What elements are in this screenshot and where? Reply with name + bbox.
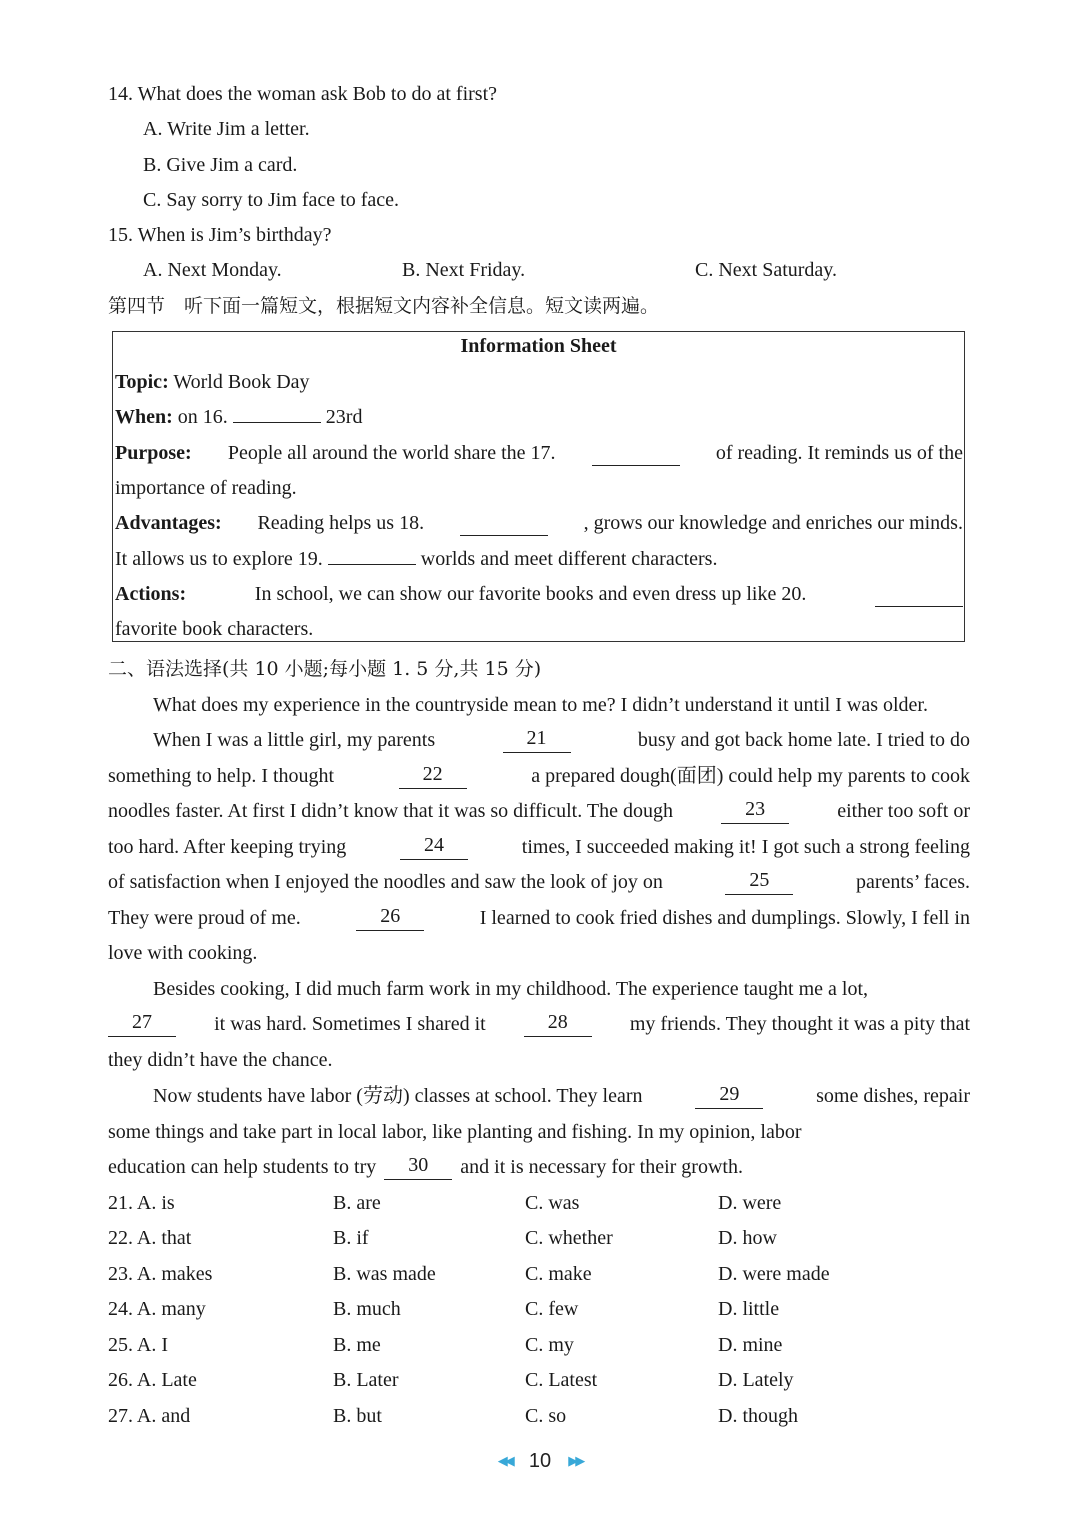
- purpose-text-3: importance of reading.: [115, 477, 297, 499]
- q14-option-c: C. Say sorry to Jim face to face.: [143, 189, 400, 211]
- info-topic-row: Topic: World Book Day: [115, 371, 310, 393]
- passage-p2-line4: [108, 834, 970, 860]
- option-23-c[interactable]: C. make: [525, 1263, 592, 1285]
- passage-line: a prepared dough(面团) could help my parents to cook: [531, 765, 970, 787]
- option-27-b[interactable]: B. but: [333, 1405, 382, 1427]
- information-sheet: [112, 331, 965, 642]
- option-26-a[interactable]: 26. A. Late: [108, 1369, 197, 1391]
- passage-p3-line1: [153, 976, 970, 1002]
- q14-option-a: A. Write Jim a letter.: [143, 118, 310, 140]
- option-23-a[interactable]: 23. A. makes: [108, 1263, 213, 1285]
- option-25-d[interactable]: D. mine: [718, 1334, 783, 1356]
- passage-p2-line5: [108, 869, 970, 895]
- purpose-label: Purpose: [115, 442, 185, 464]
- info-advantages-row-2: [115, 546, 717, 572]
- option-24-d[interactable]: D. little: [718, 1298, 780, 1320]
- q15-option-a: A. Next Monday.: [143, 259, 282, 281]
- info-purpose-row: Purpose: People all around the world share the 17. of reading. It reminds us of the: [115, 442, 963, 464]
- grammar-section-heading: 二、语法选择(共 10 小题;每小题 1. 5 分,共 15 分): [108, 658, 542, 680]
- passage-line: times, I succeeded making it! I got such a strong feeling: [521, 836, 970, 858]
- adv-text-3: It allows us to explore 19.: [115, 548, 323, 570]
- option-21-b[interactable]: B. are: [333, 1192, 381, 1214]
- passage-line: I learned to cook fried dishes and dumplings. Slowly, I fell in: [479, 907, 970, 929]
- when-label: When: [115, 406, 167, 428]
- passage-p4-line2: [108, 1119, 970, 1145]
- passage-line: some things and take part in local labor, like planting and fishing. In my opinion, labor: [108, 1121, 802, 1143]
- advantages-label: Advantages: [115, 512, 216, 534]
- blank-20[interactable]: [875, 581, 963, 607]
- option-21-c[interactable]: C. was: [525, 1192, 580, 1214]
- option-27-c[interactable]: C. so: [525, 1405, 567, 1427]
- blank-16[interactable]: [233, 422, 321, 423]
- passage-line: parents’ faces.: [855, 871, 970, 893]
- passage-line: and it is necessary for their growth.: [460, 1156, 743, 1178]
- option-27-a[interactable]: 27. A. and: [108, 1405, 191, 1427]
- passage-line: What does my experience in the countryside mean to me? I didn’t understand it until I was older.: [153, 694, 928, 716]
- passage-line: it was hard. Sometimes I shared it: [214, 1013, 486, 1035]
- adv-text-1: Reading helps us 18.: [257, 512, 425, 534]
- passage-line: either too soft or: [837, 800, 970, 822]
- passage-p2-line2: [108, 763, 970, 789]
- blank-25[interactable]: 25: [725, 869, 793, 895]
- option-21-d[interactable]: D. were: [718, 1192, 782, 1214]
- q15-option-b: B. Next Friday.: [402, 259, 526, 281]
- q14-option-b: B. Give Jim a card.: [143, 154, 298, 176]
- passage-p4-line3: [108, 1154, 970, 1180]
- passage-p2-line1: [153, 727, 970, 753]
- adv-text-2: , grows our knowledge and enriches our minds.: [583, 512, 963, 534]
- passage-p1: [153, 692, 970, 718]
- passage-line: love with cooking.: [108, 942, 258, 964]
- passage-line: my friends. They thought it was a pity that: [629, 1013, 970, 1035]
- page-footer: [0, 1450, 1080, 1473]
- q15-option-c: C. Next Saturday.: [695, 259, 838, 281]
- passage-line: they didn’t have the chance.: [108, 1049, 333, 1071]
- blank-26[interactable]: 26: [356, 905, 424, 931]
- blank-30[interactable]: 30: [384, 1154, 452, 1180]
- option-23-d[interactable]: D. were made: [718, 1263, 830, 1285]
- actions-label: Actions: [115, 583, 180, 605]
- topic-value: World Book Day: [173, 371, 310, 393]
- purpose-text-2: of reading. It reminds us of the: [715, 442, 963, 464]
- passage-line: They were proud of me.: [108, 907, 301, 929]
- question-15: 15. When is Jim’s birthday?: [108, 224, 332, 246]
- passage-line: some dishes, repair: [816, 1085, 970, 1107]
- passage-line: too hard. After keeping trying: [108, 836, 347, 858]
- blank-24[interactable]: 24: [400, 834, 468, 860]
- option-24-c[interactable]: C. few: [525, 1298, 579, 1320]
- blank-28[interactable]: 28: [524, 1011, 592, 1037]
- question-14: 14. What does the woman ask Bob to do at first?: [108, 83, 498, 105]
- option-21-a[interactable]: 21. A. is: [108, 1192, 175, 1214]
- blank-21[interactable]: 21: [503, 727, 571, 753]
- blank-17[interactable]: [592, 440, 680, 466]
- passage-line: education can help students to try: [108, 1156, 377, 1178]
- passage-p2-line6: [108, 905, 970, 931]
- adv-text-4: worlds and meet different characters.: [420, 548, 718, 570]
- passage-p2-line3: [108, 798, 970, 824]
- section-4-heading: 第四节 听下面一篇短文，根据短文内容补全信息。短文读两遍。: [108, 295, 660, 317]
- option-22-b[interactable]: B. if: [333, 1227, 369, 1249]
- option-26-c[interactable]: C. Latest: [525, 1369, 598, 1391]
- passage-line: When I was a little girl, my parents: [153, 729, 436, 751]
- when-pre: on 16.: [177, 406, 228, 428]
- blank-19[interactable]: [328, 564, 416, 565]
- option-25-a[interactable]: 25. A. I: [108, 1334, 168, 1356]
- passage-p3-line3: [108, 1047, 970, 1073]
- option-23-b[interactable]: B. was made: [333, 1263, 436, 1285]
- passage-line: Besides cooking, I did much farm work in my childhood. The experience taught me a lot,: [153, 978, 869, 1000]
- passage-p4-line1: [153, 1083, 970, 1109]
- option-27-d[interactable]: D. though: [718, 1405, 798, 1427]
- passage-line: of satisfaction when I enjoyed the noodles and saw the look of joy on: [108, 871, 663, 893]
- page-number: 10: [528, 1450, 552, 1472]
- when-post: 23rd: [325, 406, 363, 428]
- blank-29[interactable]: 29: [695, 1083, 763, 1109]
- purpose-text-1: People all around the world share the 17.: [227, 442, 556, 464]
- blank-23[interactable]: 23: [721, 798, 789, 824]
- info-advantages-row: Advantages: Reading helps us 18. , grows our knowledge and enriches our minds.: [115, 512, 963, 534]
- info-when-row: When: on 16. 23rd: [115, 406, 363, 428]
- option-25-b[interactable]: B. me: [333, 1334, 381, 1356]
- actions-text-2: favorite book characters.: [115, 618, 314, 640]
- passage-p2-line7: [108, 940, 970, 966]
- option-26-b[interactable]: B. Later: [333, 1369, 399, 1391]
- passage-line: busy and got back home late. I tried to do: [637, 729, 970, 751]
- option-25-c[interactable]: C. my: [525, 1334, 574, 1356]
- info-actions-row: Actions: In school, we can show our favorite books and even dress up like 20.: [115, 581, 963, 607]
- option-24-b[interactable]: B. much: [333, 1298, 401, 1320]
- passage-line: Now students have labor (劳动) classes at school. They learn: [153, 1085, 643, 1107]
- passage-p3-line2: [108, 1011, 970, 1037]
- option-22-c[interactable]: C. whether: [525, 1227, 613, 1249]
- passage-line: noodles faster. At first I didn’t know that it was so difficult. The dough: [108, 800, 673, 822]
- blank-18[interactable]: [460, 510, 548, 536]
- option-26-d[interactable]: D. Lately: [718, 1369, 794, 1391]
- passage-line: something to help. I thought: [108, 765, 335, 787]
- option-22-d[interactable]: D. how: [718, 1227, 777, 1249]
- option-22-a[interactable]: 22. A. that: [108, 1227, 192, 1249]
- next-page-icon: ▶▶: [568, 1453, 583, 1468]
- actions-text-1: In school, we can show our favorite books and even dress up like 20.: [254, 583, 807, 605]
- info-sheet-title: Information Sheet: [460, 335, 617, 357]
- prev-page-icon: ◀◀: [497, 1453, 512, 1468]
- blank-22[interactable]: 22: [399, 763, 467, 789]
- blank-27[interactable]: 27: [108, 1011, 176, 1037]
- option-24-a[interactable]: 24. A. many: [108, 1298, 206, 1320]
- topic-label: Topic: [115, 371, 163, 393]
